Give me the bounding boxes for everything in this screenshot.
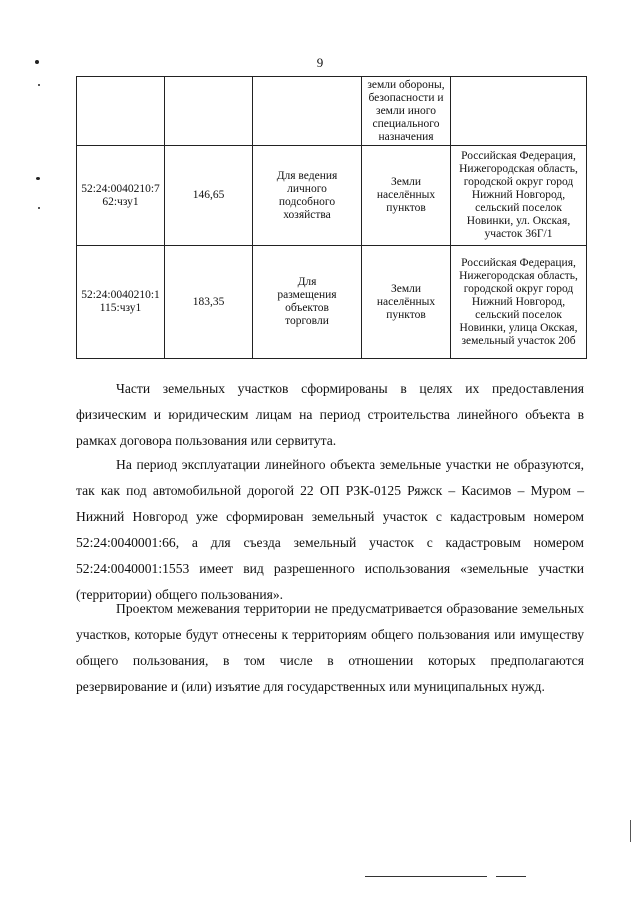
cell-category: Земли населённых пунктов <box>362 146 451 246</box>
paragraph-operation-period <box>76 452 584 608</box>
margin-mark <box>35 60 39 64</box>
margin-mark <box>38 207 40 209</box>
paragraph-text: Проектом межевания территории не предусматривается образование земельных участков, которые будут отнесены к территориям общего пользования или имуществу общего пользования, в том числе в отношении которых предполагаются резервирование и (или) изъятие для государственных или муниципальных нужд. <box>76 601 584 694</box>
cell-cadastral <box>77 77 165 146</box>
table-row <box>77 77 587 146</box>
land-plots-table <box>76 76 587 359</box>
footer-line <box>365 876 487 877</box>
scan-edge-line <box>630 820 631 842</box>
cell-purpose <box>253 77 362 146</box>
table-row <box>77 246 587 359</box>
cell-category: Земли населённых пунктов <box>362 246 451 359</box>
cell-cadastral: 52:24:0040210:1115:чзу1 <box>77 246 165 359</box>
cell-cadastral: 52:24:0040210:762:чзу1 <box>77 146 165 246</box>
cell-area <box>165 77 253 146</box>
margin-mark <box>36 177 40 180</box>
paragraph-temporary-parts <box>76 376 584 454</box>
paragraph-public-use <box>76 596 584 700</box>
footer-line <box>496 876 526 877</box>
paragraph-text: Части земельных участков сформированы в целях их предоставления физическим и юридическим лицам на период строительства линейного объекта в рамках договора пользования или сервитута. <box>76 381 584 448</box>
cell-purpose: Для размещения объектов торговли <box>253 246 362 359</box>
page-number: 9 <box>316 55 324 70</box>
cell-area: 146,65 <box>165 146 253 246</box>
paragraph-text: На период эксплуатации линейного объекта земельные участки не образуются, так как под автомобильной дорогой 22 ОП РЗК-0125 Ряжск – Касимов – Муром – Нижний Новгород уже сформирован земельный участок с кадастровым номером 52:24:0040001:66, а для съезда земельный участок с кадастровым номером 52:24:0040001:1553 имеет вид разрешенного использования «земельные участки (территории) общего пользования». <box>76 457 584 602</box>
margin-mark <box>38 84 40 86</box>
cell-address: Российская Федерация, Нижегородская область, городской округ город Нижний Новгород, сельский поселок Новинки, улица Окская, земельный участок 20б <box>451 246 587 359</box>
cell-category: земли обороны, безопасности и земли иного специального назначения <box>362 77 451 146</box>
table-row <box>77 146 587 246</box>
cell-area: 183,35 <box>165 246 253 359</box>
cell-address: Российская Федерация, Нижегородская область, городской округ город Нижний Новгород, сельский поселок Новинки, ул. Окская, участок 36Г/1 <box>451 146 587 246</box>
cell-address <box>451 77 587 146</box>
cell-purpose: Для ведения личного подсобного хозяйства <box>253 146 362 246</box>
